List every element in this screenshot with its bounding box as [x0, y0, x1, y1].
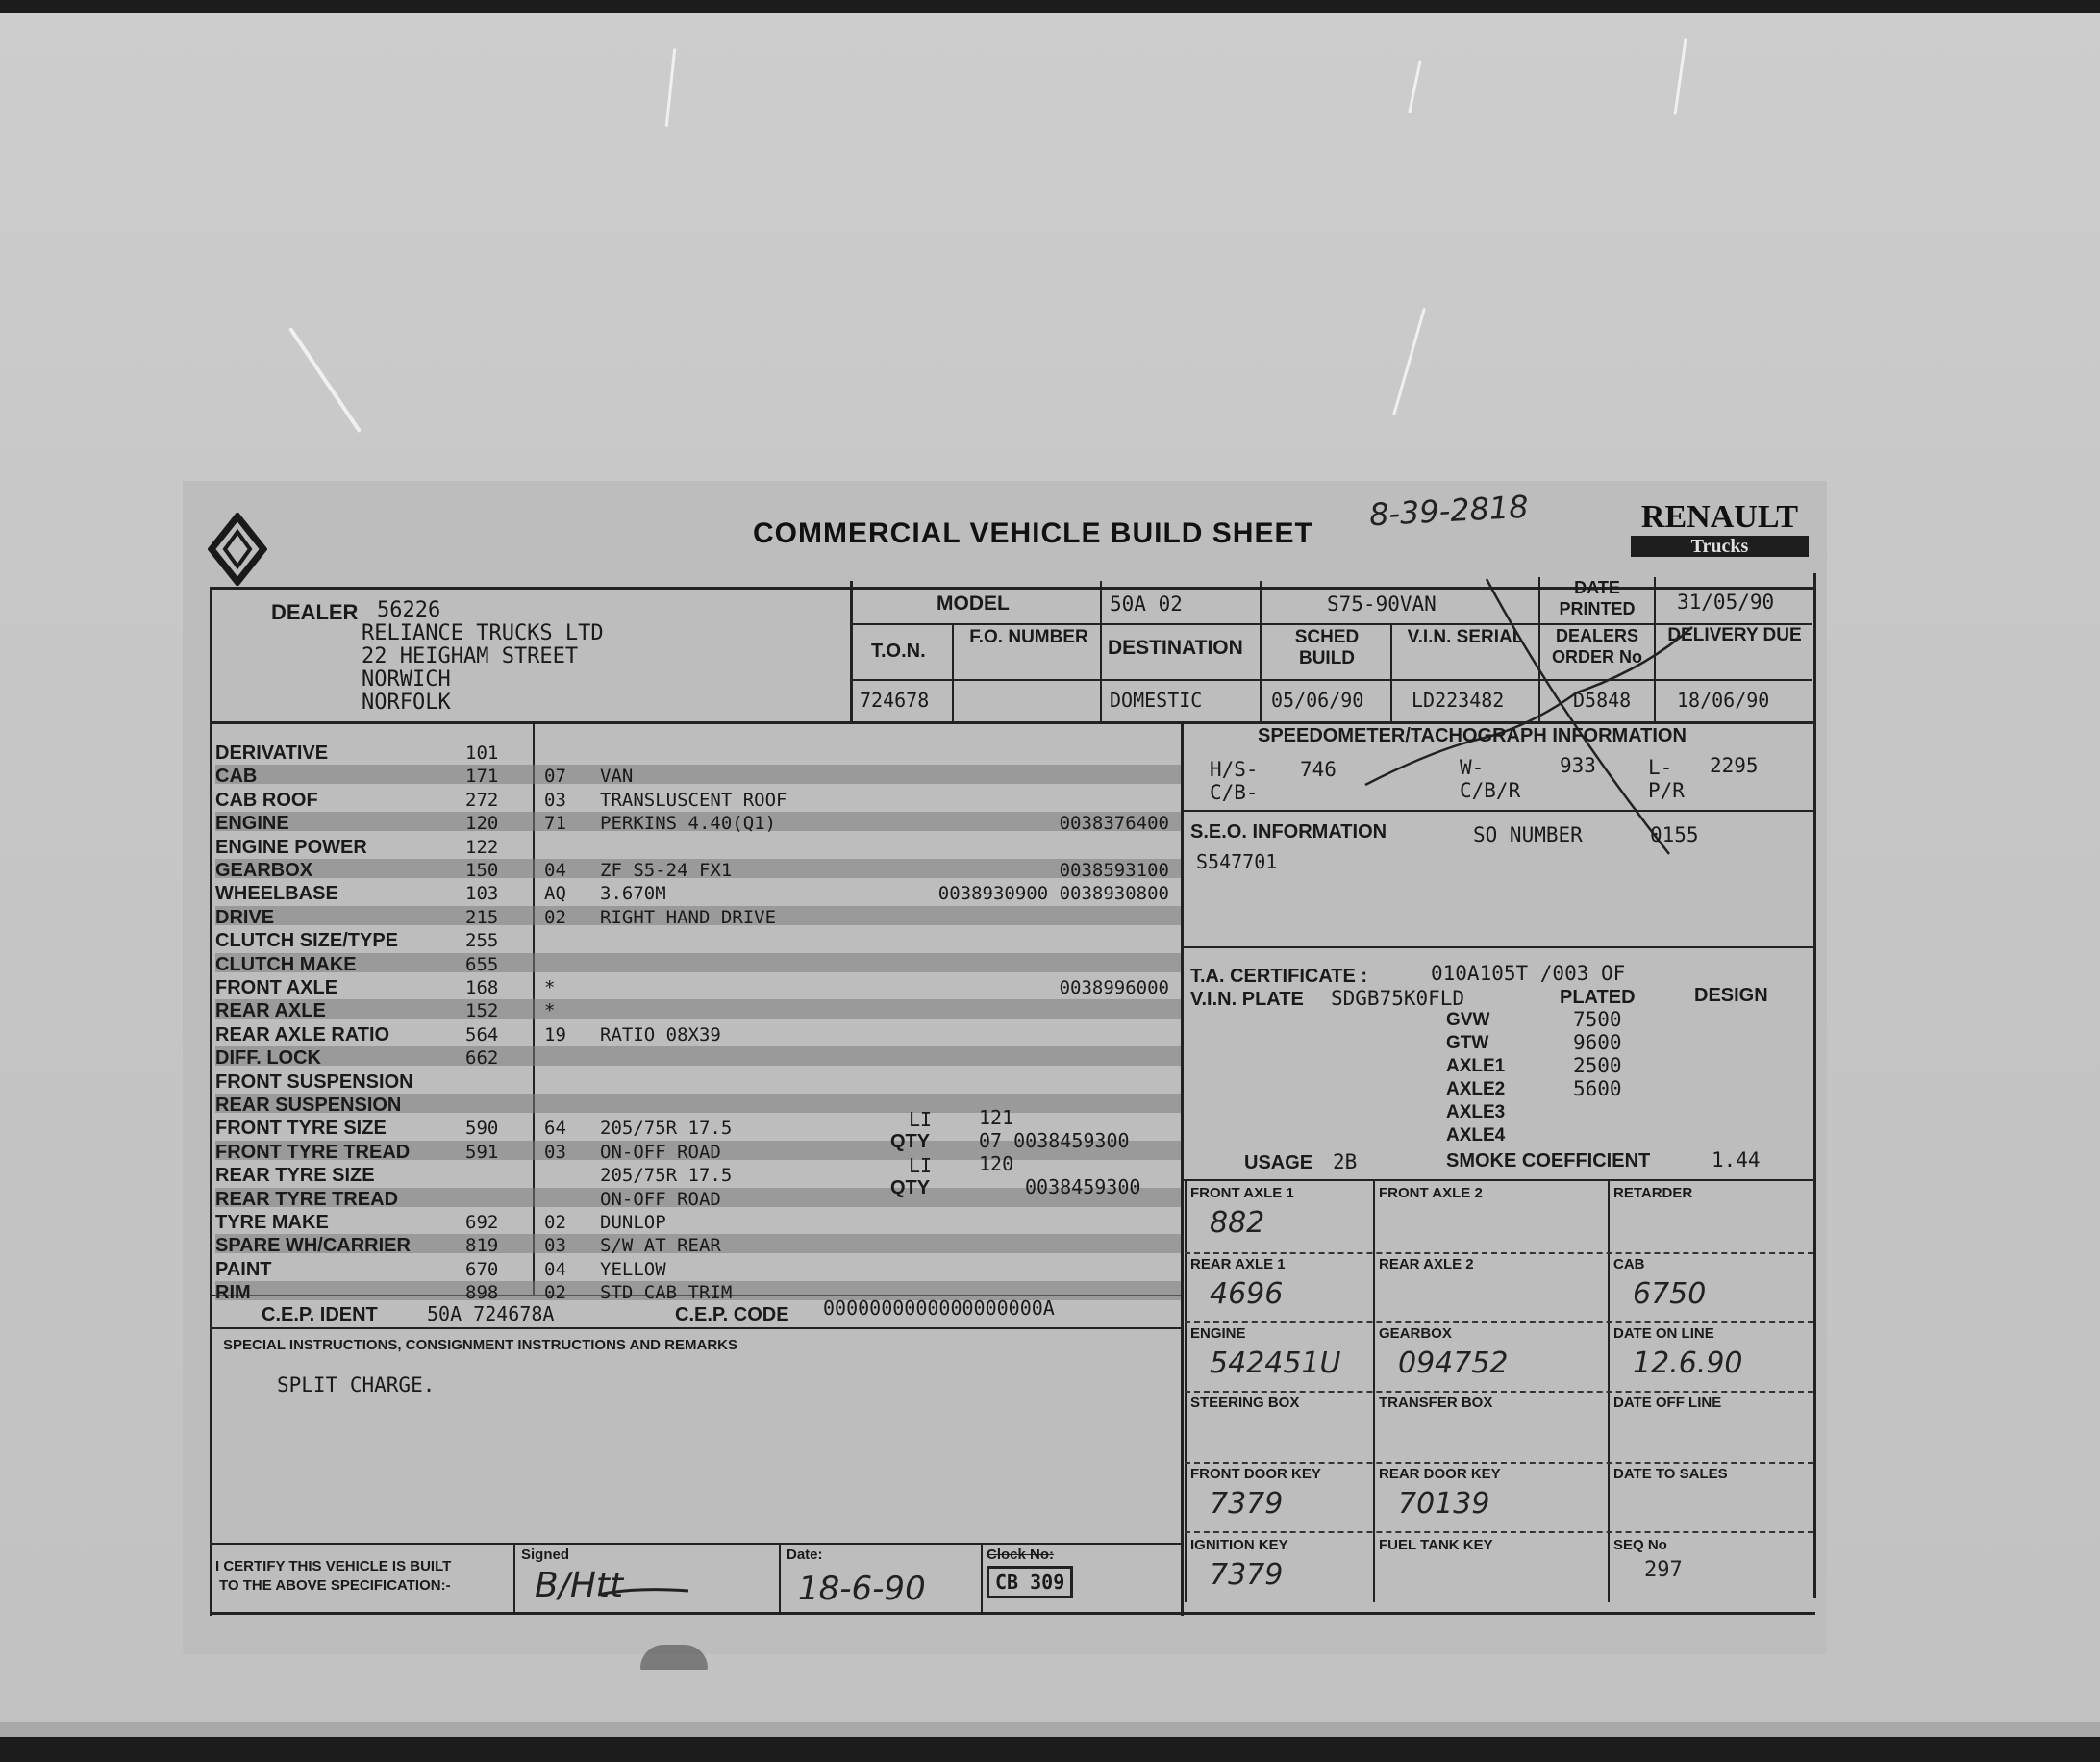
- rule: [1183, 1179, 1813, 1181]
- spec-code: 655: [465, 953, 499, 975]
- spec-part-number: 0038930900 0038930800: [938, 883, 1169, 905]
- sched-value: 05/06/90: [1271, 689, 1364, 712]
- spec-option: *: [544, 1000, 556, 1022]
- grid-cell-label: FRONT AXLE 2: [1379, 1185, 1483, 1201]
- grid-cell-value: 882: [1210, 1206, 1265, 1240]
- ta-weight-value: 9600: [1573, 1031, 1622, 1054]
- spec-label: DIFF. LOCK: [215, 1047, 321, 1070]
- spec-code: 670: [465, 1258, 499, 1280]
- rule: [212, 1543, 1181, 1545]
- sched-label: SCHED BUILD: [1294, 627, 1360, 668]
- spec-label: FRONT SUSPENSION: [215, 1070, 413, 1093]
- spec-code: 564: [465, 1023, 499, 1045]
- spec-label: GEARBOX: [215, 860, 313, 881]
- spec-description: PERKINS 4.40(Q1): [600, 813, 777, 835]
- front-qty-value: 07 0038459300: [979, 1129, 1130, 1152]
- grid-cell-value: 297: [1644, 1558, 1683, 1582]
- date-printed-value: 31/05/90: [1677, 591, 1775, 614]
- grid-cell-label: DATE TO SALES: [1613, 1466, 1728, 1482]
- spec-code: 591: [465, 1141, 499, 1163]
- date-printed-label: DATE PRINTED: [1559, 578, 1636, 618]
- rear-qty-value: 0038459300: [1025, 1175, 1141, 1198]
- certify-text-1: I CERTIFY THIS VEHICLE IS BUILT: [215, 1558, 452, 1574]
- spec-code: 692: [465, 1212, 499, 1233]
- spec-option: 02: [544, 1282, 566, 1304]
- rule: [1185, 1252, 1813, 1254]
- fo-label: F.O. NUMBER: [969, 627, 1088, 647]
- rule: [513, 1543, 515, 1614]
- spec-label: CLUTCH MAKE: [215, 953, 357, 975]
- spec-code: 168: [465, 977, 499, 998]
- certify-date: 18-6-90: [798, 1570, 926, 1608]
- spec-code: 662: [465, 1047, 499, 1070]
- dealer-label: DEALER: [271, 600, 359, 624]
- spec-option: 71: [544, 813, 566, 835]
- shading-band: [215, 953, 1181, 972]
- ton-label: T.O.N.: [871, 641, 926, 662]
- vin-label: V.I.N. SERIAL: [1407, 627, 1524, 647]
- spec-label: REAR TYRE SIZE: [215, 1165, 375, 1187]
- spec-code: 255: [465, 930, 499, 952]
- spec-label: REAR SUSPENSION: [215, 1095, 402, 1116]
- speedo-title: SPEEDOMETER/TACHOGRAPH INFORMATION: [1258, 725, 1687, 746]
- ta-weight-value: 5600: [1573, 1077, 1622, 1100]
- grid-cell-label: REAR DOOR KEY: [1379, 1466, 1501, 1482]
- pr-label: P/R: [1648, 779, 1685, 802]
- spec-code: 590: [465, 1118, 499, 1140]
- ta-weight-label: AXLE1: [1446, 1056, 1506, 1076]
- delivery-label: DELIVERY DUE: [1667, 625, 1802, 645]
- spec-label: DRIVE: [215, 906, 275, 928]
- rule: [952, 625, 954, 721]
- rule: [212, 1327, 1181, 1329]
- shading-band: [215, 1046, 1181, 1066]
- vin-plate-value: SDGB75K0FLD: [1331, 987, 1465, 1010]
- special-instructions-text: SPLIT CHARGE.: [277, 1373, 436, 1397]
- grid-cell-label: REAR AXLE 2: [1379, 1256, 1474, 1272]
- signed-label: Signed: [521, 1547, 570, 1563]
- grid-cell-label: DATE ON LINE: [1613, 1325, 1714, 1342]
- front-li-value: 121: [979, 1106, 1014, 1129]
- handwritten-reference: 8-39-2818: [1368, 488, 1530, 534]
- grid-cell-value: 70139: [1398, 1487, 1490, 1521]
- cep-ident-label: C.E.P. IDENT: [262, 1304, 378, 1325]
- spec-description: S/W AT REAR: [600, 1235, 721, 1257]
- ta-weight-label: AXLE4: [1446, 1125, 1506, 1145]
- renault-logo: [1631, 500, 1809, 560]
- vin-plate-label: V.I.N. PLATE: [1190, 989, 1304, 1010]
- usage-label: USAGE: [1244, 1152, 1313, 1173]
- rear-qty-label: QTY: [890, 1177, 931, 1198]
- w-value: 933: [1560, 754, 1596, 777]
- spec-description: ZF S5-24 FX1: [600, 860, 733, 881]
- grid-cell-label: REAR AXLE 1: [1190, 1256, 1286, 1272]
- spec-code: 120: [465, 813, 499, 835]
- spec-option: 04: [544, 1258, 566, 1280]
- grid-cell-label: STEERING BOX: [1190, 1395, 1300, 1411]
- front-li-label: LI: [909, 1108, 933, 1131]
- spec-part-number: 0038996000: [1059, 977, 1169, 998]
- rule: [1183, 946, 1813, 948]
- spec-option: *: [544, 977, 556, 998]
- plated-label: PLATED: [1560, 987, 1636, 1008]
- spec-label: CAB ROOF: [215, 789, 318, 811]
- l-value: 2295: [1710, 754, 1759, 777]
- signature-scribble: B/Htt: [535, 1566, 624, 1605]
- spec-description: ON-OFF ROAD: [600, 1141, 721, 1163]
- spec-option: 19: [544, 1023, 566, 1045]
- spec-label: SPARE WH/CARRIER: [215, 1235, 411, 1257]
- spec-label: REAR TYRE TREAD: [215, 1188, 399, 1210]
- rule: [210, 1612, 1815, 1615]
- rule: [1260, 581, 1262, 723]
- spec-label: ENGINE POWER: [215, 836, 367, 858]
- destination-value: DOMESTIC: [1110, 689, 1203, 712]
- spec-part-number: 0038376400: [1059, 813, 1169, 835]
- shading-band: [215, 765, 1181, 784]
- so-number-label: SO NUMBER: [1473, 823, 1583, 846]
- rule: [1185, 1462, 1813, 1464]
- usage-value: 2B: [1333, 1150, 1358, 1173]
- spec-part-number: 0038593100: [1059, 860, 1169, 881]
- stray-mark: [640, 1645, 708, 1670]
- cep-ident-value: 50A 724678A: [427, 1302, 555, 1325]
- spec-code: 215: [465, 906, 499, 928]
- ta-weight-value: 7500: [1573, 1008, 1622, 1031]
- seo-value: S547701: [1196, 850, 1278, 873]
- rear-li-label: LI: [909, 1154, 933, 1177]
- dealer-line: NORFOLK: [362, 691, 451, 715]
- spec-description: 3.670M: [600, 883, 666, 905]
- ta-cert-label: T.A. CERTIFICATE :: [1190, 966, 1368, 987]
- rule: [850, 581, 853, 723]
- clock-label: Clock No:: [987, 1547, 1055, 1563]
- cep-code-label: C.E.P. CODE: [675, 1304, 789, 1325]
- ta-weight-label: GVW: [1446, 1010, 1490, 1030]
- model-desc: S75-90VAN: [1327, 592, 1437, 616]
- spec-description: TRANSLUSCENT ROOF: [600, 789, 788, 811]
- ta-weight-value: 2500: [1573, 1054, 1622, 1077]
- sheet-title: COMMERCIAL VEHICLE BUILD SHEET: [753, 517, 1313, 549]
- ton-value: 724678: [860, 689, 930, 712]
- grid-cell-label: GEARBOX: [1379, 1325, 1452, 1342]
- ta-weight-label: AXLE3: [1446, 1102, 1506, 1122]
- spec-label: REAR AXLE: [215, 1000, 326, 1022]
- renault-diamond-icon: [208, 513, 267, 586]
- spec-label: DERIVATIVE: [215, 743, 329, 764]
- dealers-order-value: D5848: [1573, 689, 1632, 712]
- rule: [1813, 573, 1816, 1598]
- spec-description: DUNLOP: [600, 1212, 666, 1233]
- grid-cell-value: 542451U: [1210, 1347, 1341, 1380]
- rule: [1185, 1531, 1813, 1533]
- spec-code: 150: [465, 860, 499, 881]
- grid-cell-label: FRONT AXLE 1: [1190, 1185, 1294, 1201]
- spec-option: 64: [544, 1118, 566, 1140]
- spec-code: 898: [465, 1282, 499, 1304]
- ta-weight-label: GTW: [1446, 1033, 1489, 1053]
- dealer-number: 56226: [377, 598, 441, 622]
- grid-cell-value: 6750: [1633, 1277, 1707, 1311]
- rear-li-value: 120: [979, 1152, 1014, 1175]
- spec-label: CAB: [215, 766, 258, 788]
- grid-cell-label: DATE OFF LINE: [1613, 1395, 1722, 1411]
- cb-label: C/B-: [1210, 781, 1259, 804]
- grid-cell-label: CAB: [1613, 1256, 1645, 1272]
- spec-code: 152: [465, 1000, 499, 1022]
- spec-label: TYRE MAKE: [215, 1212, 329, 1233]
- rule: [1185, 1391, 1813, 1393]
- w-label: W-: [1460, 756, 1485, 779]
- dealer-line: RELIANCE TRUCKS LTD: [362, 621, 604, 645]
- spec-option: 03: [544, 789, 566, 811]
- spec-description: ON-OFF ROAD: [600, 1188, 721, 1210]
- spec-description: 205/75R 17.5: [600, 1165, 733, 1187]
- spec-description: VAN: [600, 766, 634, 788]
- design-label: DESIGN: [1694, 985, 1768, 1006]
- spec-option: 07: [544, 766, 566, 788]
- rule: [779, 1543, 781, 1614]
- rule: [1183, 810, 1813, 812]
- spec-option: 02: [544, 1212, 566, 1233]
- grid-cell-value: 12.6.90: [1633, 1347, 1743, 1380]
- renault-brand-sub: Trucks: [1631, 536, 1809, 557]
- spec-description: RIGHT HAND DRIVE: [600, 906, 777, 928]
- rule: [981, 1543, 983, 1614]
- grid-cell-label: SEQ No: [1613, 1537, 1667, 1553]
- certify-text-2: TO THE ABOVE SPECIFICATION:-: [219, 1577, 451, 1594]
- grid-cell-label: FRONT DOOR KEY: [1190, 1466, 1321, 1482]
- hs-label: H/S-: [1210, 758, 1259, 781]
- grid-cell-label: IGNITION KEY: [1190, 1537, 1288, 1553]
- spec-code: 101: [465, 743, 499, 764]
- date-label: Date:: [787, 1547, 823, 1563]
- ta-weight-label: AXLE2: [1446, 1079, 1506, 1099]
- spec-code: 171: [465, 766, 499, 788]
- vin-value: LD223482: [1412, 689, 1505, 712]
- grid-cell-label: ENGINE: [1190, 1325, 1246, 1342]
- spec-description: 205/75R 17.5: [600, 1118, 733, 1140]
- hs-value: 746: [1300, 758, 1337, 781]
- spec-label: CLUTCH SIZE/TYPE: [215, 930, 399, 952]
- spec-label: FRONT TYRE SIZE: [215, 1118, 387, 1140]
- spec-label: REAR AXLE RATIO: [215, 1023, 390, 1045]
- clock-stamp: CB 309: [987, 1566, 1073, 1598]
- spec-label: FRONT AXLE: [215, 977, 338, 998]
- spec-label: PAINT: [215, 1258, 272, 1280]
- model-label: MODEL: [937, 592, 1010, 615]
- rule: [1181, 723, 1184, 1616]
- special-instructions-label: SPECIAL INSTRUCTIONS, CONSIGNMENT INSTRUCTIONS AND REMARKS: [223, 1337, 738, 1353]
- dealers-order-label: DEALERS ORDER No: [1552, 626, 1642, 667]
- smoke-value: 1.44: [1712, 1148, 1761, 1171]
- grid-cell-label: RETARDER: [1613, 1185, 1693, 1201]
- grid-cell-value: 7379: [1210, 1558, 1284, 1592]
- seo-label: S.E.O. INFORMATION: [1190, 821, 1388, 843]
- spec-label: FRONT TYRE TREAD: [215, 1141, 411, 1163]
- spec-code: 272: [465, 789, 499, 811]
- spec-description: RATIO 08X39: [600, 1023, 721, 1045]
- renault-brand-name: RENAULT: [1640, 499, 1799, 535]
- spec-code: 103: [465, 883, 499, 905]
- spec-code: 819: [465, 1235, 499, 1257]
- pen-stroke-marks: [1327, 577, 1731, 866]
- grid-cell-label: TRANSFER BOX: [1379, 1395, 1493, 1411]
- grid-cell-label: FUEL TANK KEY: [1379, 1537, 1493, 1553]
- spec-option: AQ: [544, 883, 566, 905]
- spec-label: RIM: [215, 1282, 251, 1304]
- grid-cell-value: 094752: [1398, 1347, 1509, 1380]
- spec-code: 122: [465, 836, 499, 858]
- bottom-shadow: [0, 1722, 2100, 1737]
- spec-option: 02: [544, 906, 566, 928]
- grid-cell-value: 7379: [1210, 1487, 1284, 1521]
- dealer-line: NORWICH: [362, 667, 451, 692]
- grid-cell-value: 4696: [1210, 1277, 1284, 1311]
- destination-label: DESTINATION: [1108, 637, 1243, 659]
- spec-option: 03: [544, 1141, 566, 1163]
- l-label: L-: [1648, 756, 1673, 779]
- so-number-value: 0155: [1650, 823, 1699, 846]
- spec-label: ENGINE: [215, 813, 289, 835]
- cep-code-value: 0000000000000000000A: [823, 1296, 1055, 1320]
- shading-band: [215, 999, 1181, 1022]
- spec-description: YELLOW: [600, 1258, 666, 1280]
- spec-label: WHEELBASE: [215, 883, 338, 905]
- rule: [1185, 1322, 1813, 1323]
- cbr-label: C/B/R: [1460, 779, 1521, 802]
- front-qty-label: QTY: [890, 1131, 931, 1152]
- bottom-film-edge: [0, 1737, 2100, 1762]
- spec-option: 04: [544, 860, 566, 881]
- delivery-value: 18/06/90: [1677, 689, 1770, 712]
- dealer-line: 22 HEIGHAM STREET: [362, 644, 579, 668]
- signature-underline: [596, 1583, 692, 1602]
- top-film-edge: [0, 0, 2100, 13]
- spec-description: STD CAB TRIM: [600, 1282, 733, 1304]
- rule: [1100, 581, 1102, 723]
- ta-cert-value: 010A105T /003 OF: [1431, 962, 1626, 985]
- model-code: 50A 02: [1110, 592, 1183, 616]
- spec-option: 03: [544, 1235, 566, 1257]
- smoke-label: SMOKE COEFFICIENT: [1446, 1150, 1651, 1171]
- rule: [210, 587, 212, 1616]
